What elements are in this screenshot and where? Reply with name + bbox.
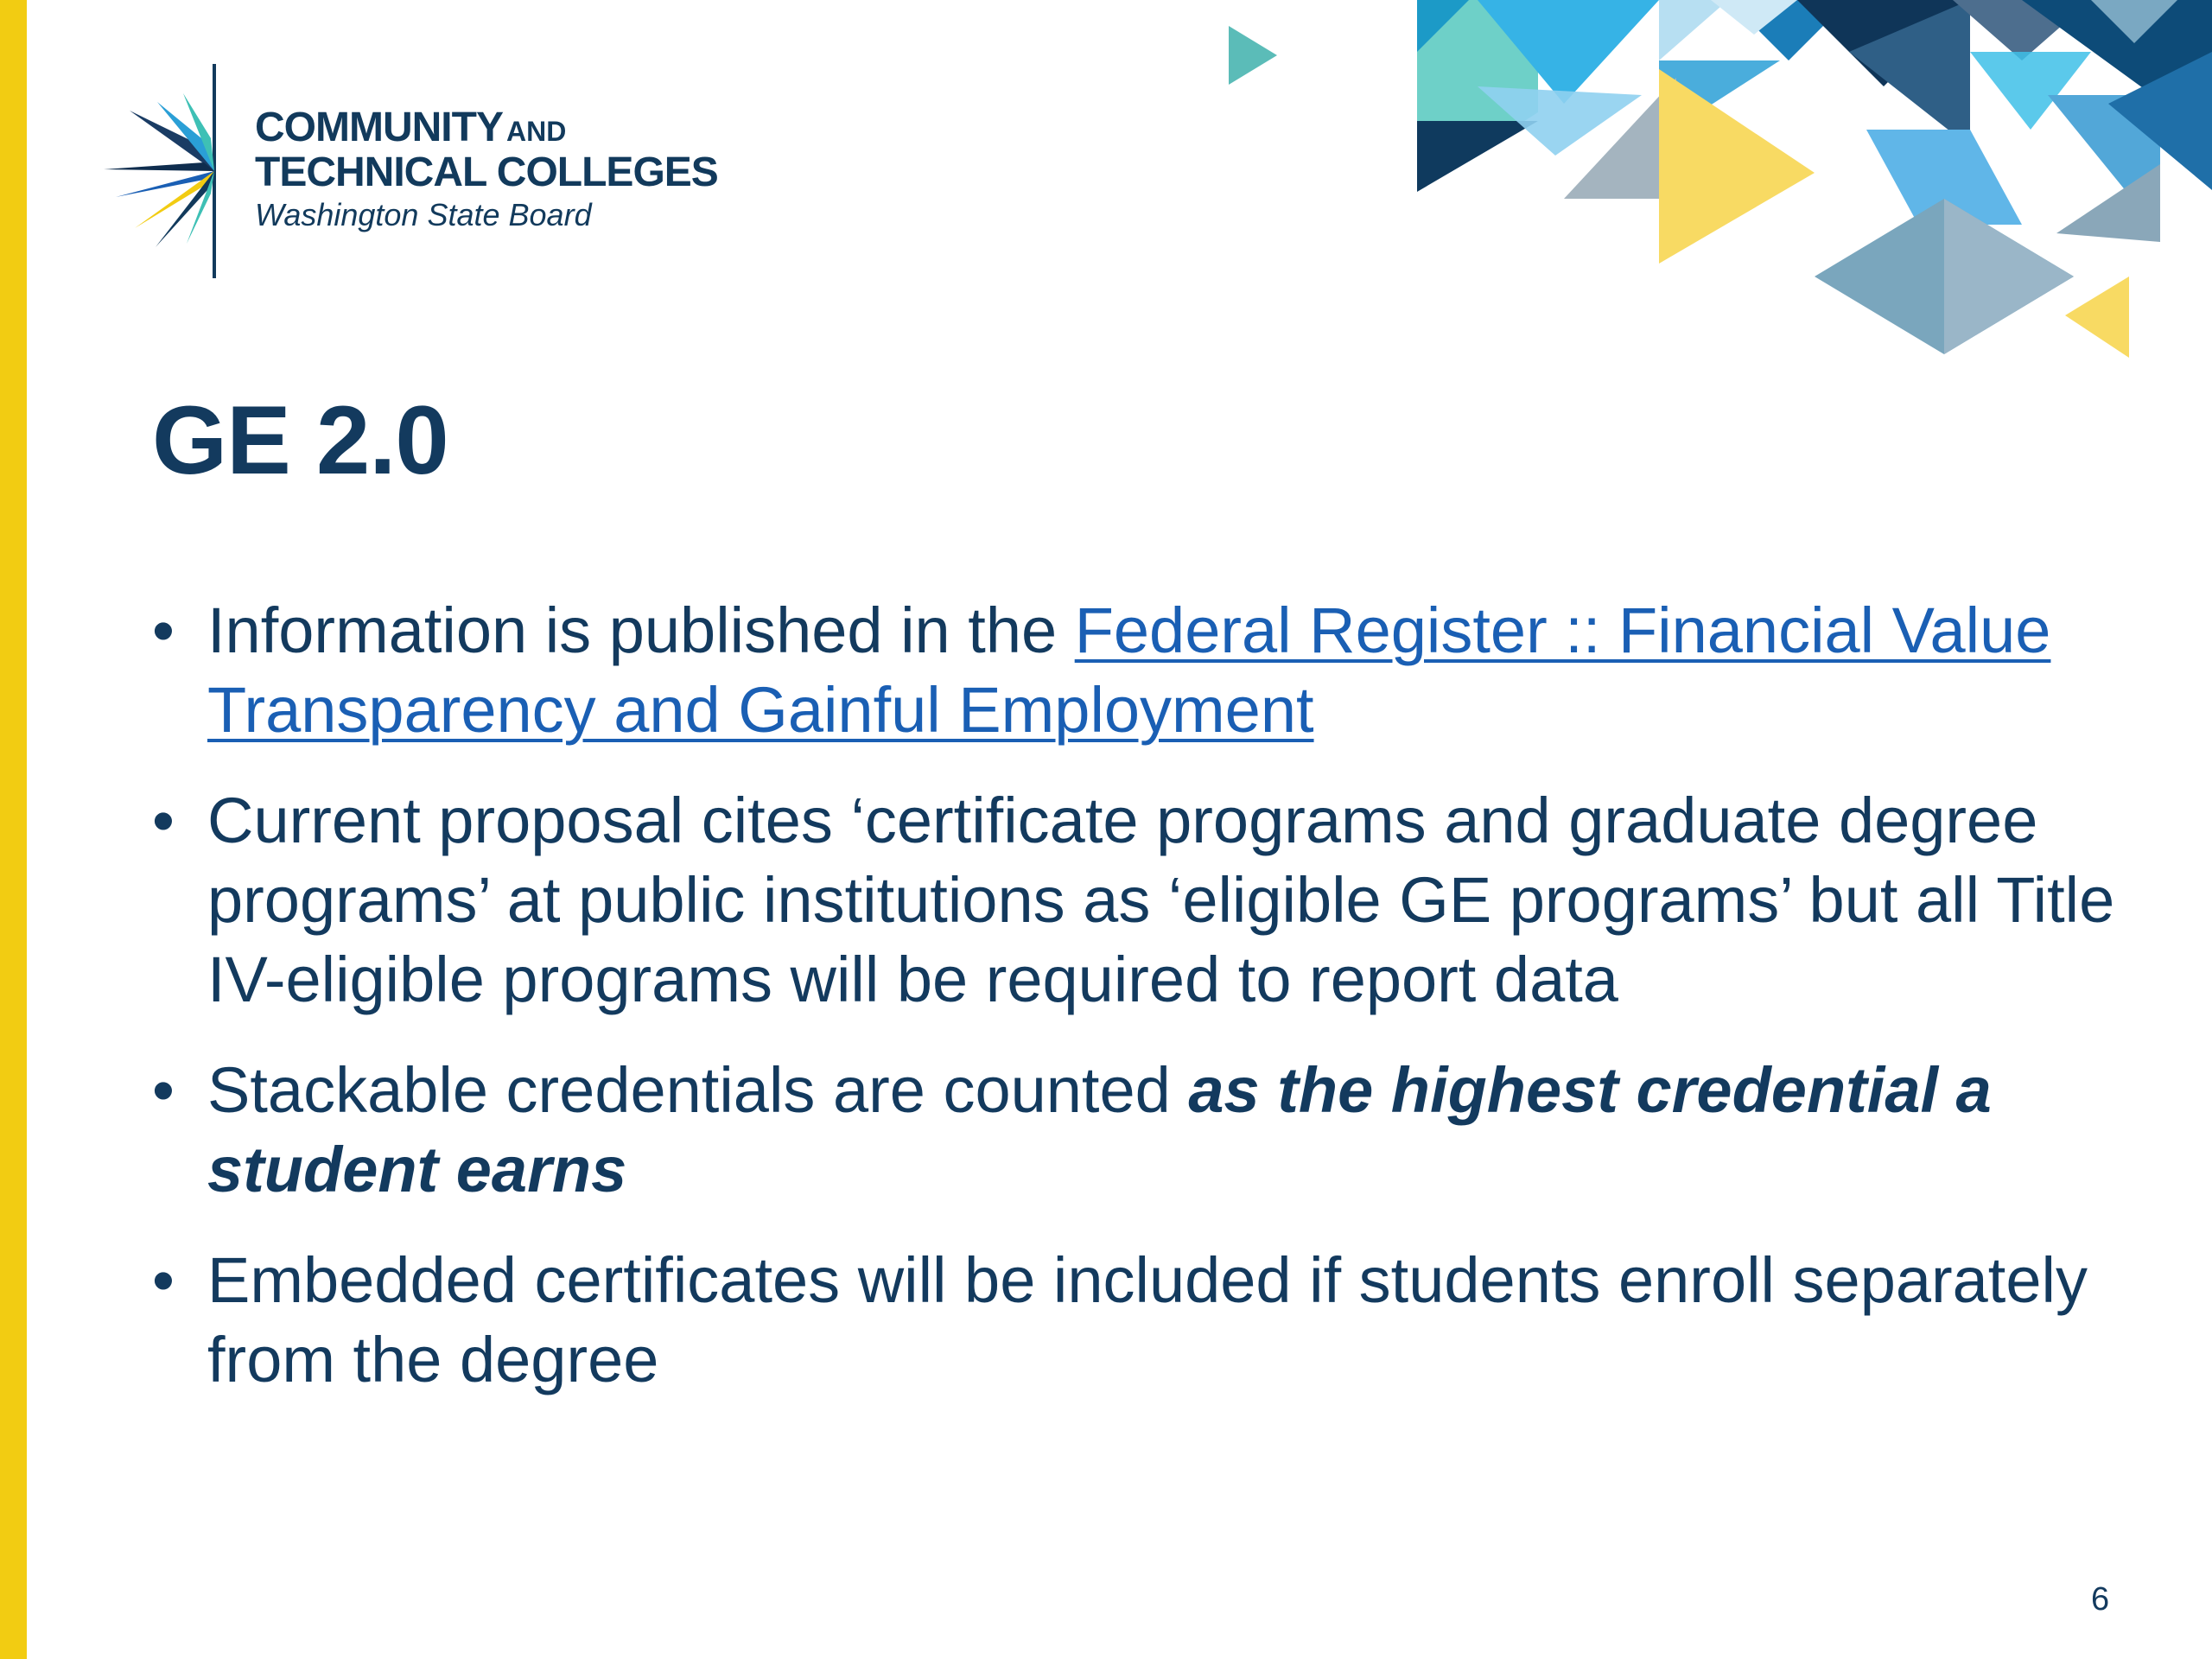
logo-line-state-board: Washington State Board [255, 197, 592, 232]
accent-sidebar-bar [0, 0, 27, 1659]
starburst-logo-icon [104, 59, 233, 283]
bullet-marker: • [152, 1054, 175, 1126]
geometric-triangles-decoration [1192, 0, 2212, 380]
logo-line-technical-colleges: TECHNICAL COLLEGES [255, 149, 718, 195]
bullet-list [152, 591, 2139, 1431]
bullet-text: Stackable credentials are counted [207, 1054, 1189, 1126]
logo-line-community: COMMUNITY AND [255, 105, 567, 150]
bullet-item-current-proposal [152, 781, 2139, 1020]
slide-title: GE 2.0 [152, 386, 448, 494]
federal-register-link[interactable]: Federal Register :: Financial Value Transparency and Gainful Employment [207, 594, 2051, 746]
bullet-marker: • [152, 594, 175, 666]
bullet-marker: • [152, 785, 175, 856]
logo-and-text: AND [505, 116, 567, 147]
bullet-marker: • [152, 1244, 175, 1316]
bullet-item-federal-register [152, 591, 2139, 750]
bullet-text: Embedded certificates will be included if students enroll separately from the degree [207, 1244, 2088, 1395]
logo-wordmark [255, 107, 718, 237]
bullet-text: Information is published in the [207, 594, 1075, 666]
college-logo [104, 59, 743, 283]
bullet-item-stackable-credentials [152, 1051, 2139, 1210]
bullet-item-embedded-certificates [152, 1241, 2139, 1400]
bullet-emphasis-text: as the highest credential a student earns [207, 1054, 1992, 1205]
page-number: 6 [2091, 1581, 2110, 1618]
bullet-text: Current proposal cites ‘certificate programs and graduate degree programs’ at public institutions as ‘eligible GE programs’ but all Title IV-eligible programs will be required to report data [207, 785, 2115, 1015]
